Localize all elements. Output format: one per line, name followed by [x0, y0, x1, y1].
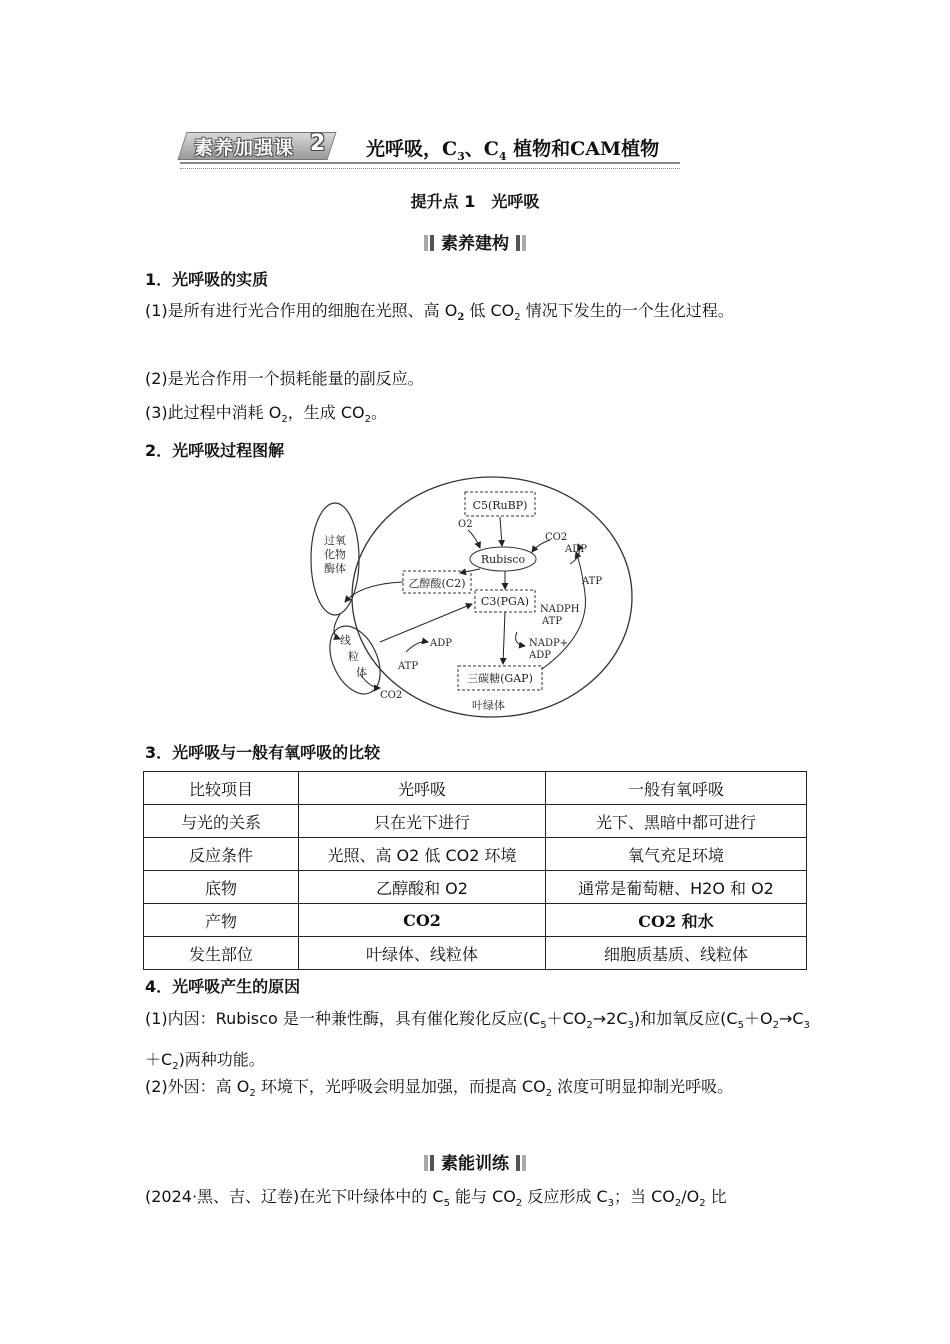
- table-cell: 叶绿体、线粒体: [299, 937, 546, 970]
- gap-label: 三碳糖(GAP): [467, 672, 533, 685]
- atp-right-label: ATP: [582, 576, 603, 587]
- table-cell: CO2 和水: [546, 904, 807, 937]
- svg-text:化物: 化物: [324, 548, 346, 561]
- table-cell: 乙醇酸和 O2: [299, 871, 546, 904]
- svg-text:粒: 粒: [348, 650, 359, 663]
- s4-paragraph-2: (2)外因：高 $O_2$ 环境下，光呼吸会明显加强，而提高 $CO_2$ 浓度可明显抑制光呼吸。: [145, 1077, 734, 1100]
- table-cell: 产物: [144, 904, 299, 937]
- table-header-cell: 一般有氧呼吸: [546, 772, 807, 805]
- adp-mid-label: ADP: [529, 650, 551, 661]
- series-number: 2: [310, 131, 326, 156]
- svg-text:线: 线: [340, 634, 351, 647]
- table-cell: 氧气充足环境: [546, 838, 807, 871]
- co2-bottom-label: CO2: [380, 690, 403, 701]
- c3-label: C3(PGA): [480, 595, 530, 608]
- nadp-label: NADP+: [529, 638, 569, 649]
- section-4-title: 4．光呼吸产生的原因: [145, 977, 301, 996]
- comparison-table: [143, 771, 807, 970]
- table-row: [144, 871, 807, 904]
- section-1-title: 1．光呼吸的实质: [145, 270, 269, 289]
- lesson-title: 光呼吸，$C_3$、$C_4$ 植物和CAM植物: [366, 138, 660, 163]
- chloroplast-label: 叶绿体: [472, 699, 505, 712]
- table-header-cell: 光呼吸: [299, 772, 546, 805]
- table-cell: 光照、高 O2 低 CO2 环境: [299, 838, 546, 871]
- table-cell: 反应条件: [144, 838, 299, 871]
- banner-underline: [180, 162, 680, 169]
- series-label: 素养加强课: [194, 137, 295, 159]
- c5-label: C5(RuBP): [472, 499, 528, 512]
- table-row: [144, 904, 807, 937]
- section-pill-build: 素养建构: [0, 229, 950, 254]
- table-row: [144, 805, 807, 838]
- table-row: [144, 937, 807, 970]
- lesson-banner: [180, 124, 780, 172]
- mito-label: [340, 633, 367, 679]
- peroxisome-label: [324, 533, 346, 575]
- adp-top-label: ADP: [565, 544, 587, 555]
- adp-left-label: ADP: [430, 638, 452, 649]
- table-cell: 发生部位: [144, 937, 299, 970]
- question-text: (2024·黑、吉、辽卷)在光下叶绿体中的 $C_5$ 能与 $CO_2$ 反应形成 $C_3$；当 $CO_2/O_2$ 比: [145, 1187, 727, 1210]
- atp-left-label: ATP: [398, 661, 419, 672]
- nadph-label: NADPH: [540, 604, 580, 615]
- table-row: [144, 838, 807, 871]
- s1-paragraph-3: (3)此过程中消耗 $O_2$，生成 $CO_2$。: [145, 403, 387, 426]
- svg-text:过氧: 过氧: [324, 534, 346, 547]
- o2-label: O2: [458, 519, 473, 530]
- svg-text:酶体: 酶体: [324, 562, 346, 575]
- photorespiration-diagram: [300, 474, 650, 724]
- table-cell: 通常是葡萄糖、H2O 和 O2: [546, 871, 807, 904]
- glycolate-label: 乙醇酸(C2): [408, 577, 466, 590]
- table-cell: 底物: [144, 871, 299, 904]
- svg-text:体: 体: [356, 666, 367, 679]
- rubisco-label: Rubisco: [480, 553, 526, 566]
- section-pill-train: 素能训练: [0, 1149, 950, 1174]
- table-header-row: [144, 772, 807, 805]
- table-cell: 只在光下进行: [299, 805, 546, 838]
- subheading: 提升点 1 光呼吸: [410, 192, 540, 211]
- s1-paragraph-2: (2)是光合作用一个损耗能量的副反应。: [145, 369, 424, 388]
- table-header-cell: 比较项目: [144, 772, 299, 805]
- s4-paragraph-1: (1)内因：Rubisco 是一种兼性酶，具有催化羧化反应$(C_5+CO_2\to 2C_3)$和加氧反应$(C_5+O_2\to C_3+C_2)$两种功能。: [145, 1009, 810, 1073]
- section-3-title: 3．光呼吸与一般有氧呼吸的比较: [145, 743, 381, 762]
- section-2-title: 2．光呼吸过程图解: [145, 441, 285, 460]
- table-cell: CO2: [299, 904, 546, 937]
- table-cell: 细胞质基质、线粒体: [546, 937, 807, 970]
- table-cell: 与光的关系: [144, 805, 299, 838]
- s1-paragraph-1: (1)是所有进行光合作用的细胞在光照、高 $O_2$ 低 $CO_2$ 情况下发生的一个生化过程。: [145, 301, 734, 324]
- table-cell: 光下、黑暗中都可进行: [546, 805, 807, 838]
- co2-top-label: CO2: [545, 532, 568, 543]
- atp-mid-label: ATP: [542, 616, 563, 627]
